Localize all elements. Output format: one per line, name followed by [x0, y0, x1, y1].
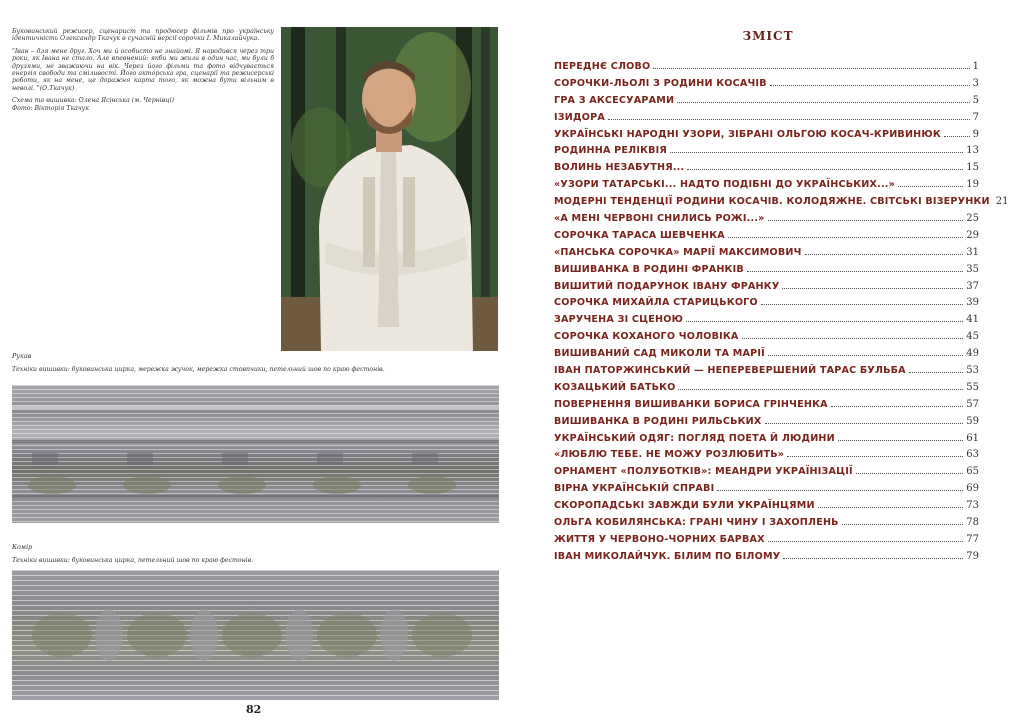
toc-entry-title: СКОРОПАДСЬКІ ЗАВЖДИ БУЛИ УКРАЇНЦЯМИ: [554, 500, 815, 512]
toc-leader-dots: [765, 422, 964, 424]
toc-leader-dots: [742, 337, 964, 339]
toc-entry-page: 57: [966, 398, 979, 410]
toc-entry-page: 1: [972, 61, 979, 72]
toc-entry-page: 15: [966, 162, 979, 174]
toc-leader-dots: [677, 101, 969, 103]
toc-entry-page: 49: [966, 348, 979, 360]
toc-entry[interactable]: [554, 551, 979, 568]
toc-entry-title: «ПАНСЬКА СОРОЧКА» МАРІЇ МАКСИМОВИЧ: [554, 246, 802, 258]
toc-entry-title: МОДЕРНІ ТЕНДЕНЦІЇ РОДИНИ КОСАЧІВ. КОЛОДЯЖНЕ. СВІТСЬКІ ВІЗЕРУНКИ: [554, 196, 990, 208]
portrait-photo: [281, 27, 498, 351]
toc-entry[interactable]: [554, 78, 979, 95]
toc-entry[interactable]: [554, 348, 979, 365]
toc-entry-page: 35: [966, 263, 979, 275]
toc-entry-title: ІЗИДОРА: [554, 111, 605, 123]
toc-leader-dots: [761, 303, 963, 305]
toc-entry[interactable]: [554, 433, 979, 450]
toc-entry-page: 61: [966, 432, 979, 444]
toc-entry-page: 39: [966, 297, 979, 309]
sleeve-title: Рукав: [12, 352, 32, 360]
toc-entry[interactable]: [554, 112, 979, 129]
toc-leader-dots: [670, 151, 963, 153]
toc-entry-title: ОРНАМЕНТ «ПОЛУБОТКІВ»: МЕАНДРИ УКРАЇНІЗАЦІЇ: [554, 466, 853, 478]
toc-entry[interactable]: [554, 534, 979, 551]
toc-entry-page: 25: [966, 213, 979, 225]
toc-entry-page: 5: [972, 94, 979, 106]
intro-text: [12, 28, 274, 112]
collar-techniques: Техніки вишивки: буковинська цирка, петельний шов по краю фестонів.: [12, 557, 254, 564]
toc-entry-page: 19: [966, 179, 979, 191]
intro-quote: "Іван – для мене друг. Хоч ми й особисто не знайомі. Я народився через три роки, як Івана не стало. Але впевнений: якби ми жили в один час, ми були б друзями, не зважаючи на вік. Через його фільми та фото відчувається енергія свободи та сміливості. Його акторська гра, сценарії та режисерські роботи, як на мене, це доражня карта того, як можна бути вільним в неволі. "(О.Ткачук): [12, 47, 274, 92]
toc-entry-page: 21: [995, 196, 1009, 208]
toc-entry-page: 77: [966, 533, 979, 545]
table-of-contents: [554, 61, 1009, 568]
toc-entry[interactable]: [554, 466, 979, 483]
toc-entry[interactable]: [554, 213, 979, 230]
toc-leader-dots: [768, 540, 964, 542]
toc-entry-title: «А МЕНІ ЧЕРВОНІ СНИЛИСЬ РОЖІ...»: [554, 213, 765, 225]
toc-leader-dots: [838, 439, 963, 441]
toc-entry[interactable]: [554, 179, 979, 196]
toc-entry[interactable]: [554, 500, 979, 517]
toc-entry-page: 73: [966, 500, 979, 512]
collar-title: Комір: [12, 543, 33, 551]
toc-entry-title: ГРА З АКСЕСУАРАМИ: [554, 94, 675, 106]
toc-leader-dots: [717, 489, 963, 491]
toc-entry[interactable]: [554, 314, 979, 331]
toc-leader-dots: [678, 388, 963, 390]
toc-entry-title: КОЗАЦЬКИЙ БАТЬКО: [554, 381, 676, 393]
toc-entry-page: 63: [966, 449, 979, 461]
toc-entry-title: ВИШИВАНКА В РОДИНІ РИЛЬСЬКИХ: [554, 415, 762, 427]
toc-entry[interactable]: [554, 517, 979, 534]
toc-entry-title: СОРОЧКА КОХАНОГО ЧОЛОВІКА: [554, 331, 739, 343]
toc-entry-page: 13: [966, 145, 979, 157]
toc-entry-title: ВІРНА УКРАЇНСЬКІЙ СПРАВІ: [554, 483, 715, 495]
toc-entry-page: 29: [966, 229, 979, 241]
toc-entry[interactable]: [554, 416, 979, 433]
toc-leader-dots: [608, 118, 970, 120]
toc-entry[interactable]: [554, 449, 979, 466]
toc-entry[interactable]: [554, 95, 979, 112]
toc-entry[interactable]: [554, 129, 979, 146]
toc-entry-title: УКРАЇНСЬКИЙ ОДЯГ: ПОГЛЯД ПОЕТА Й ЛЮДИНИ: [554, 432, 835, 444]
toc-leader-dots: [783, 557, 963, 559]
toc-entry[interactable]: [554, 483, 979, 500]
toc-entry-page: 53: [966, 365, 979, 377]
toc-entry-page: 31: [966, 246, 979, 258]
intro-lead: Буковинський режисер, сценарист та продюсер фільмів про українську ідентичність Олександр Ткачук в сучасній версії сорочки І. Микалайчука.: [12, 28, 274, 43]
toc-leader-dots: [687, 168, 963, 170]
toc-leader-dots: [787, 455, 963, 457]
toc-entry-page: 9: [972, 128, 979, 140]
toc-heading: ЗМІСТ: [742, 29, 794, 43]
toc-entry-page: 69: [966, 483, 979, 495]
toc-entry-page: 37: [966, 280, 979, 292]
toc-entry-title: ЖИТТЯ У ЧЕРВОНО-ЧОРНИХ БАРВАХ: [554, 533, 765, 545]
toc-entry-title: УКРАЇНСЬКІ НАРОДНІ УЗОРИ, ЗІБРАНІ ОЛЬГОЮ КОСАЧ-КРИВИНЮК: [554, 128, 941, 140]
toc-entry[interactable]: [554, 331, 979, 348]
toc-entry-title: РОДИННА РЕЛІКВІЯ: [554, 145, 668, 157]
toc-leader-dots: [728, 236, 963, 238]
toc-leader-dots: [805, 253, 964, 255]
toc-leader-dots: [818, 506, 964, 508]
toc-leader-dots: [686, 320, 963, 322]
toc-entry-title: ІВАН МИКОЛАЙЧУК. БІЛИМ ПО БІЛОМУ: [554, 550, 781, 562]
toc-leader-dots: [944, 135, 970, 137]
toc-entry-title: СОРОЧКА МИХАЙЛА СТАРИЦЬКОГО: [554, 297, 758, 309]
toc-entry[interactable]: [554, 365, 979, 382]
toc-entry-title: ОЛЬГА КОБИЛЯНСЬКА: ГРАНІ ЧИНУ І ЗАХОПЛЕНЬ: [554, 517, 839, 529]
toc-entry-title: «УЗОРИ ТАТАРСЬКІ... НАДТО ПОДІБНІ ДО УКРАЇНСЬКИХ...»: [554, 179, 896, 191]
toc-leader-dots: [856, 472, 964, 474]
toc-entry-page: 55: [966, 381, 979, 393]
toc-leader-dots: [768, 354, 963, 356]
toc-leader-dots: [770, 84, 970, 86]
toc-entry[interactable]: [554, 196, 1009, 213]
toc-entry[interactable]: [554, 399, 979, 416]
toc-entry-title: ВИШИТИЙ ПОДАРУНОК ІВАНУ ФРАНКУ: [554, 280, 780, 292]
photo-credit: Фото: Вікторія Ткачук: [12, 104, 89, 112]
toc-entry[interactable]: [554, 382, 979, 399]
toc-entry[interactable]: [554, 281, 979, 298]
toc-entry-page: 78: [966, 517, 979, 529]
toc-entry-page: 79: [966, 550, 979, 562]
toc-leader-dots: [782, 287, 963, 289]
collar-embroidery-pattern: [12, 570, 499, 700]
toc-entry-page: 59: [966, 415, 979, 427]
toc-entry[interactable]: [554, 297, 979, 314]
toc-entry-title: ВИШИВАНИЙ САД МИКОЛИ ТА МАРІЇ: [554, 348, 765, 360]
toc-entry-page: 65: [966, 466, 979, 478]
toc-leader-dots: [747, 270, 963, 272]
toc-leader-dots: [898, 185, 963, 187]
toc-leader-dots: [909, 371, 963, 373]
toc-entry-title: ІВАН ПАТОРЖИНСЬКИЙ — НЕПЕРЕВЕРШЕНИЙ ТАРАС БУЛЬБА: [554, 365, 906, 377]
toc-entry-title: ВИШИВАНКА В РОДИНІ ФРАНКІВ: [554, 263, 744, 275]
sleeve-embroidery-pattern: [12, 385, 499, 523]
toc-entry[interactable]: [554, 264, 979, 281]
toc-entry[interactable]: [554, 247, 979, 264]
sleeve-techniques: Техніки вишивки: буковинська цирка, мережка жучок, мережка стовпчики, петельний шов по краю фестонів.: [12, 366, 385, 373]
right-page: [512, 0, 1024, 724]
toc-entry-title: СОРОЧКИ-ЛЬОЛІ З РОДИНИ КОСАЧІВ: [554, 77, 767, 89]
toc-entry-page: 3: [972, 77, 979, 89]
toc-entry-title: «ЛЮБЛЮ ТЕБЕ. НЕ МОЖУ РОЗЛЮБИТЬ»: [554, 449, 785, 461]
toc-entry[interactable]: [554, 162, 979, 179]
toc-entry[interactable]: [554, 230, 979, 247]
toc-entry-title: ЗАРУЧЕНА ЗІ СЦЕНОЮ: [554, 314, 684, 326]
scheme-credit: Схема та вишивка: Олена Ясінська (м. Чернівці): [12, 97, 175, 105]
toc-entry-title: СОРОЧКА ТАРАСА ШЕВЧЕНКА: [554, 229, 725, 241]
toc-entry[interactable]: [554, 61, 979, 78]
toc-leader-dots: [768, 219, 964, 221]
page-number: 82: [246, 703, 262, 716]
toc-entry-title: ВОЛИНЬ НЕЗАБУТНЯ...: [554, 162, 685, 174]
toc-entry-page: 41: [966, 314, 979, 326]
toc-leader-dots: [653, 67, 969, 69]
toc-entry-page: 45: [966, 331, 979, 343]
toc-entry-title: ПОВЕРНЕННЯ ВИШИВАНКИ БОРИСА ГРІНЧЕНКА: [554, 398, 828, 410]
toc-entry-page: 7: [972, 111, 979, 123]
toc-leader-dots: [842, 523, 964, 525]
toc-entry[interactable]: [554, 145, 979, 162]
toc-entry-title: ПЕРЕДНЄ СЛОВО: [554, 61, 651, 72]
toc-leader-dots: [831, 405, 964, 407]
